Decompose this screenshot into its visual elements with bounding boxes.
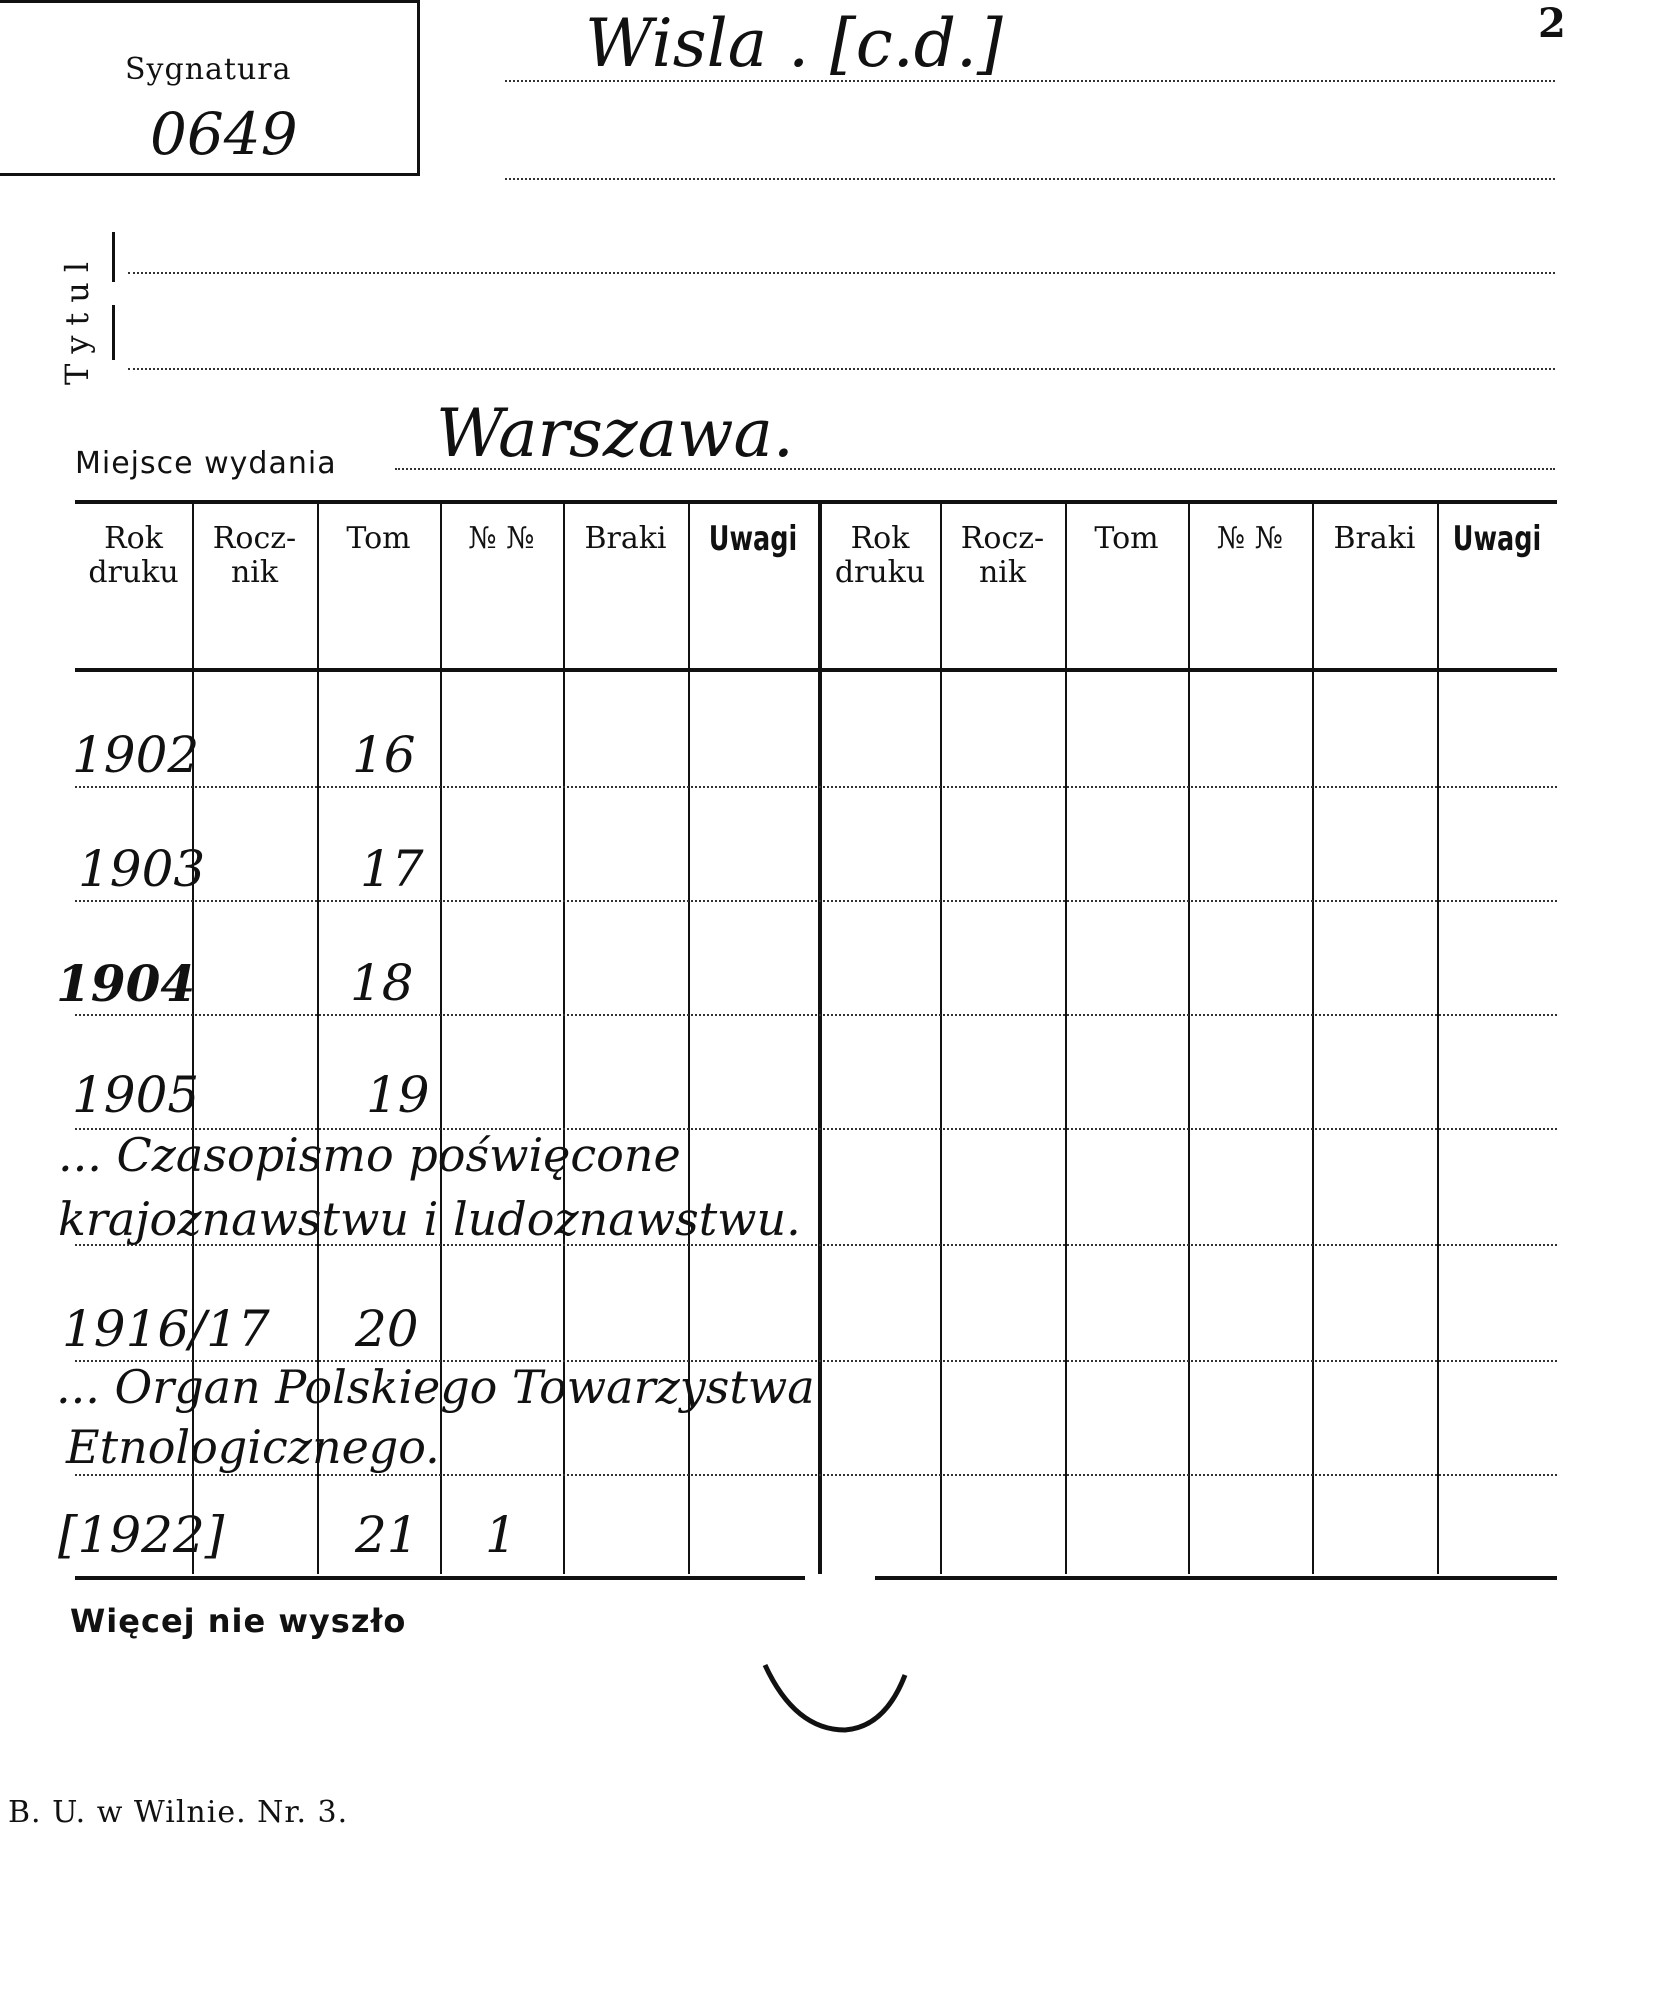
tytul-bracket-1 bbox=[112, 232, 115, 282]
table-mid-divider bbox=[818, 504, 822, 1574]
row-1905-rok: 1905 bbox=[72, 1066, 200, 1124]
place-label: Miejsce wydania bbox=[75, 446, 337, 481]
table-bottom-border-left bbox=[75, 1576, 805, 1580]
header-rocznik-right: Rocz- nik bbox=[960, 521, 1045, 590]
tytul-line-1 bbox=[128, 272, 1555, 274]
col-sep bbox=[940, 504, 942, 1574]
row-1922-tom: 21 bbox=[355, 1506, 419, 1564]
row-line bbox=[75, 900, 1557, 902]
row-1903-rok: 1903 bbox=[78, 840, 206, 898]
title-line-1 bbox=[505, 80, 1555, 82]
header-uwagi-right: Uwagi bbox=[1452, 519, 1542, 559]
tytul-bracket-2 bbox=[112, 305, 115, 360]
row-1904-rok: 1904 bbox=[56, 954, 196, 1013]
note-line-3: ... Organ Polskiego Towarzystwa bbox=[56, 1360, 815, 1414]
header-rok-druku: Rok druku bbox=[88, 521, 179, 590]
footer-note: Więcej nie wyszło bbox=[70, 1602, 407, 1640]
row-1922-nr: 1 bbox=[485, 1506, 517, 1564]
note-line-1: ... Czasopismo poświęcone bbox=[58, 1128, 681, 1182]
row-1904-tom: 18 bbox=[350, 954, 414, 1012]
row-1903-tom: 17 bbox=[360, 840, 424, 898]
header-numery-right: № № bbox=[1216, 521, 1284, 556]
col-sep bbox=[1065, 504, 1067, 1574]
row-1916-rok: 1916/17 bbox=[62, 1300, 270, 1358]
col-sep bbox=[1437, 504, 1439, 1574]
row-line bbox=[75, 1014, 1557, 1016]
tytul-line-2 bbox=[128, 368, 1555, 370]
signature-value: 0649 bbox=[150, 100, 298, 168]
row-1905-tom: 19 bbox=[366, 1066, 430, 1124]
bracket-mark bbox=[755, 1655, 915, 1745]
table-top-border bbox=[75, 500, 1557, 504]
header-numery: № № bbox=[468, 521, 535, 556]
tytul-label: Tytul bbox=[58, 251, 96, 385]
header-braki-right: Braki bbox=[1333, 521, 1416, 556]
place-line bbox=[395, 468, 1555, 470]
header-uwagi: Uwagi bbox=[708, 519, 798, 559]
printer-note: B. U. w Wilnie. Nr. 3. bbox=[8, 1795, 349, 1830]
header-rocznik: Rocz- nik bbox=[212, 521, 297, 590]
header-tom-right: Tom bbox=[1094, 521, 1159, 556]
place-value: Warszawa. bbox=[436, 395, 794, 472]
row-1922-rok: [1922] bbox=[58, 1506, 225, 1564]
col-sep bbox=[1312, 504, 1314, 1574]
signature-label: Sygnatura bbox=[125, 52, 292, 87]
title-handwritten: Wisla . [c.d.] bbox=[585, 5, 1003, 82]
corner-number: 2 bbox=[1538, 0, 1566, 47]
table-bottom-border-right bbox=[875, 1576, 1557, 1580]
note-line-2: krajoznawstwu i ludoznawstwu. bbox=[58, 1192, 801, 1246]
row-1916-tom: 20 bbox=[355, 1300, 419, 1358]
header-tom: Tom bbox=[346, 521, 411, 556]
col-sep bbox=[1188, 504, 1190, 1574]
row-1902-rok: 1902 bbox=[72, 726, 200, 784]
header-braki: Braki bbox=[584, 521, 667, 556]
row-line bbox=[75, 1474, 1557, 1476]
title-line-2 bbox=[505, 178, 1555, 180]
header-rok-druku-right: Rok druku bbox=[834, 521, 926, 590]
row-line bbox=[75, 786, 1557, 788]
note-line-4: Etnologicznego. bbox=[66, 1420, 440, 1474]
header-bottom-border bbox=[75, 668, 1557, 672]
row-1902-tom: 16 bbox=[352, 726, 416, 784]
